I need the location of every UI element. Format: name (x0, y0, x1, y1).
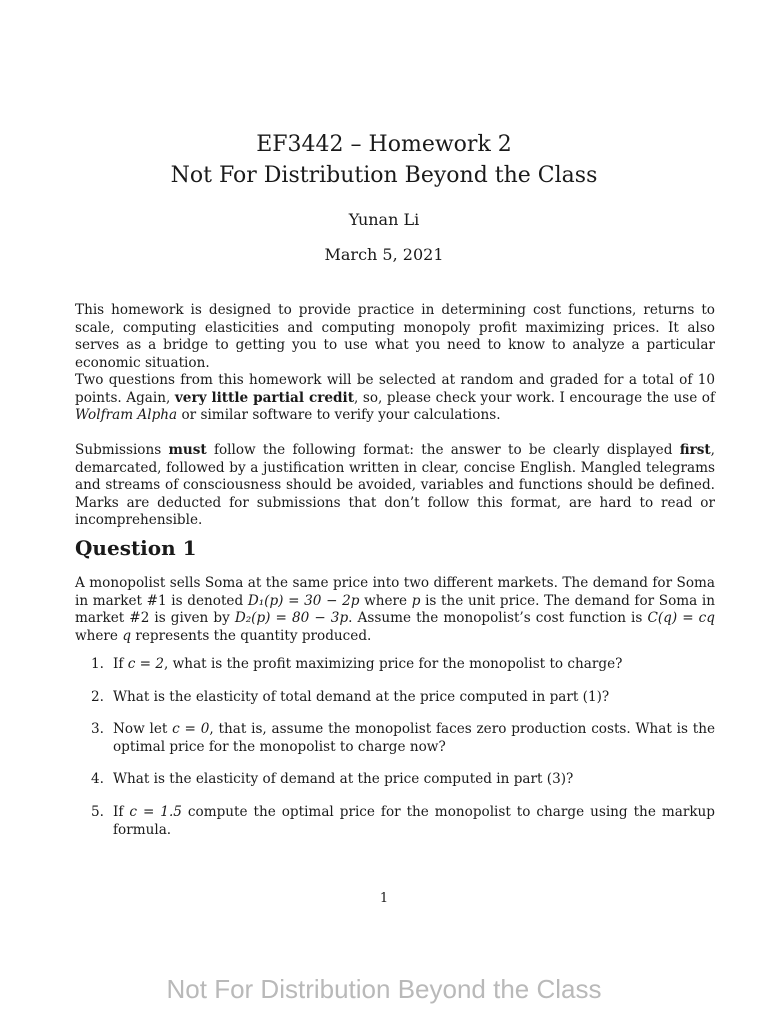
list-item: 5. If c = 1.5 compute the optimal price for the monopolist to charge using the markup formula. (91, 803, 716, 838)
list-item: 2. What is the elasticity of total demand at the price computed in part (1)? (91, 688, 610, 705)
bold-must: must (168, 442, 207, 458)
watermark: Not For Distribution Beyond the Class (166, 974, 602, 1004)
list-item: 3. Now let c = 0, that is, assume the monopolist faces zero production costs. What is the optimal price for the monopolist to charge now? (91, 721, 715, 755)
bold-first: first (679, 442, 711, 458)
intro-paragraph-2: Two questions from this homework will be selected at random and graded for a total of 10 points. Again, very little partial credit, so, please check your work. I encourage the use of Wolfram Alpha or similar software to verify your calculations. (75, 372, 715, 424)
question-list (75, 656, 715, 854)
date: March 5, 2021 (324, 245, 444, 264)
page-number: 1 (379, 891, 389, 906)
title-line-1: EF3442 – Homework 2 (256, 132, 512, 157)
intro-paragraph-1: This homework is designed to provide practice in determining cost functions, returns to scale, computing elasticities and computing monopoly profit maximizing prices. It also serves as a bridge to getting you to use what you need to know to analyze a particular economic situation. (75, 302, 715, 371)
author: Yunan Li (348, 210, 420, 229)
list-item: 1. If c = 2, what is the profit maximizing price for the monopolist to charge? (91, 656, 623, 672)
title-line-2: Not For Distribution Beyond the Class (170, 163, 598, 188)
question-heading: Question 1 (75, 536, 197, 560)
bold-partial-credit: very little partial credit (174, 389, 354, 406)
italic-wolfram: Wolfram Alpha (75, 407, 178, 424)
intro-paragraph-3: Submissions must follow the following format: the answer to be clearly displayed first, demarcated, followed by a justification written in clear, concise English. Mangled telegrams and streams of consciousness should be avoided, variables and functions should be defined. Marks are deducted for submissions that don’t follow this format, are hard to read or incomprehensible. (75, 442, 715, 529)
question-body: A monopolist sells Soma at the same price into two different markets. The demand for Soma in market #1 is denoted D₁(p) = 30 − 2p where p is the unit price. The demand for Soma in market #2 is given by D₂(p) = 80 − 3p. Assume the monopolist’s cost function is C(q) = cq where q represents the quantity produced. (75, 575, 716, 644)
list-item: 4. What is the elasticity of demand at the price computed in part (3)? (91, 771, 574, 788)
